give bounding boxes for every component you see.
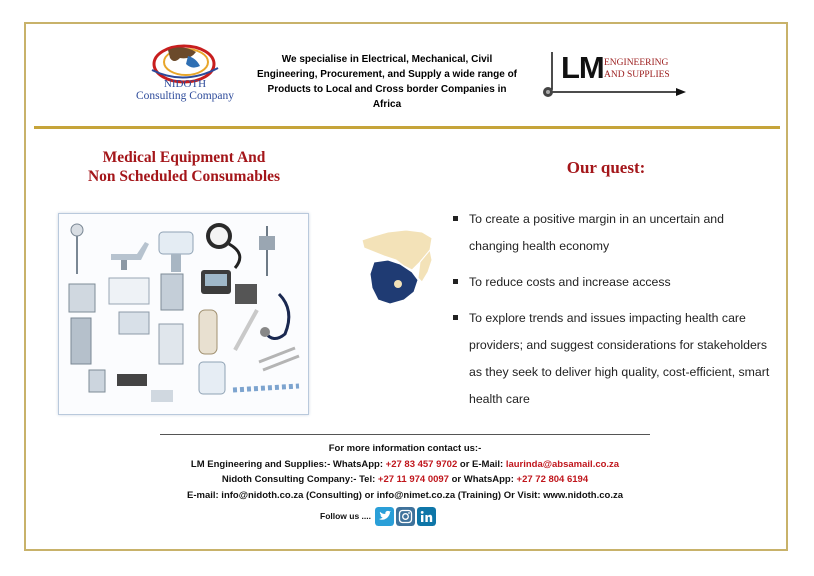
nidoth-contact-or: or WhatsApp: [448,474,517,485]
nidoth-tel-link[interactable]: +27 11 974 0097 [377,474,449,485]
equipment-collage-icon [59,214,308,414]
title-line-1: Medical Equipment And [102,149,266,166]
linkedin-icon[interactable] [417,507,436,526]
medical-equipment-image [58,213,309,415]
twitter-icon[interactable] [375,507,394,526]
follow-us-label: Follow us .... [320,511,371,521]
follow-us-row [320,505,436,527]
nidoth-name: NIDOTH [163,78,207,90]
lm-whatsapp-link[interactable]: +27 83 457 9702 [385,458,458,470]
quest-list [452,206,772,422]
nidoth-subtitle: Consulting Company [135,90,235,102]
lm-email-link[interactable]: laurinda@absamail.co.za [505,458,620,470]
nidoth-logo-text [128,78,242,102]
medical-equipment-title [56,148,312,186]
lm-subtitle-line1: ENGINEERING [604,58,669,68]
lm-contact-label: LM Engineering and Supplies:- WhatsApp: [190,458,386,470]
list-item: To explore trends and issues impacting health care providers; and suggest considerations for stakeholders as they seek to deliver high quality, cost-efficient, smart health care [452,305,772,413]
contact-heading: For more information contact us:- [328,443,482,454]
our-quest-title: Our quest: [566,158,646,177]
nidoth-contact-line [100,472,710,488]
company-tagline: We specialise in Electrical, Mechanical, Civil Engineering, Procurement, and Supply a wide range of Products to Local and Cross border Companies in Africa [256,54,518,110]
lm-logo-name: LM [561,50,604,85]
nidoth-contact-label: Nidoth Consulting Company:- Tel: [221,474,378,485]
southern-africa-map-icon [354,226,434,306]
title-line-2: Non Scheduled Consumables [87,168,281,185]
list-item: To reduce costs and increase access [452,269,772,296]
lm-subtitle-line2: AND SUPPLIES [604,70,670,80]
contact-footer [100,441,710,503]
instagram-icon[interactable] [396,507,415,526]
nidoth-whatsapp-link[interactable]: +27 72 804 6194 [516,474,589,485]
lm-logo-subtitle [604,57,694,81]
header-divider [34,126,780,129]
lm-contact-line [100,457,710,473]
footer-divider [160,434,650,435]
lm-contact-or: or E-Mail: [457,458,506,470]
email-line: E-mail: info@nidoth.co.za (Consulting) or info@nimet.co.za (Training) Or Visit: www.nidoth.co.za [187,489,623,501]
list-item: To create a positive margin in an uncertain and changing health economy [452,206,772,260]
